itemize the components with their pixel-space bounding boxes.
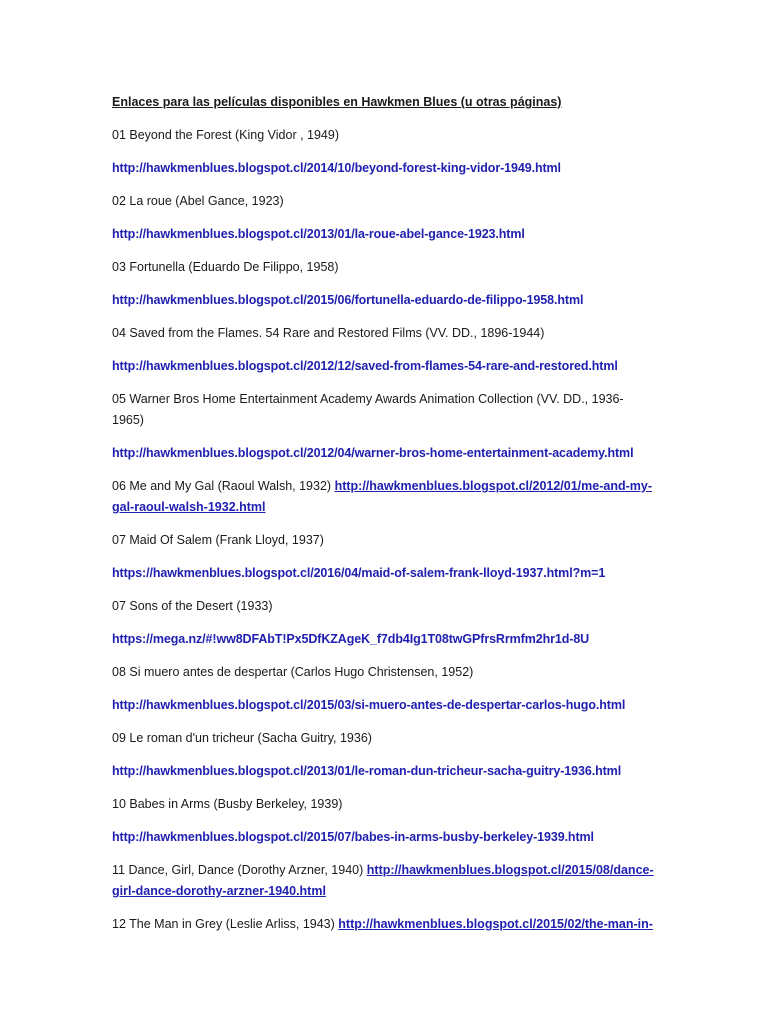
film-title: 07 Maid Of Salem (Frank Lloyd, 1937)	[112, 533, 324, 547]
film-link[interactable]: http://hawkmenblues.blogspot.cl/2014/10/beyond-forest-king-vidor-1949.html	[112, 161, 561, 175]
film-entry-inline	[112, 476, 656, 518]
film-title: 07 Sons of the Desert (1933)	[112, 599, 273, 613]
film-link-continued[interactable]: gal-raoul-walsh-1932.html	[112, 500, 266, 514]
film-title: 08 Si muero antes de despertar (Carlos Hugo Christensen, 1952)	[112, 665, 474, 679]
film-link-continued[interactable]: girl-dance-dorothy-arzner-1940.html	[112, 884, 326, 898]
film-link[interactable]: http://hawkmenblues.blogspot.cl/2015/06/fortunella-eduardo-de-filippo-1958.html	[112, 293, 584, 307]
film-link[interactable]: http://hawkmenblues.blogspot.cl/2015/03/si-muero-antes-de-despertar-carlos-hugo.html	[112, 698, 626, 712]
film-entry-inline	[112, 914, 656, 935]
film-title-line	[112, 476, 656, 497]
film-title: 12 The Man in Grey (Leslie Arliss, 1943)	[112, 917, 335, 931]
film-title-line	[112, 860, 656, 881]
film-title: 10 Babes in Arms (Busby Berkeley, 1939)	[112, 797, 343, 811]
film-link[interactable]: http://hawkmenblues.blogspot.cl/2012/01/me-and-my-	[334, 479, 653, 493]
film-link[interactable]: http://hawkmenblues.blogspot.cl/2013/01/la-roue-abel-gance-1923.html	[112, 227, 525, 241]
film-title: 06 Me and My Gal (Raoul Walsh, 1932)	[112, 479, 332, 493]
film-link[interactable]: http://hawkmenblues.blogspot.cl/2015/07/babes-in-arms-busby-berkeley-1939.html	[112, 830, 594, 844]
film-link[interactable]: http://hawkmenblues.blogspot.cl/2013/01/le-roman-dun-tricheur-sacha-guitry-1936.html	[112, 764, 622, 778]
film-link[interactable]: http://hawkmenblues.blogspot.cl/2012/12/saved-from-flames-54-rare-and-restored.html	[112, 359, 618, 373]
film-title-line	[112, 914, 656, 935]
film-title: 04 Saved from the Flames. 54 Rare and Restored Films (VV. DD., 1896-1944)	[112, 326, 545, 340]
film-link[interactable]: http://hawkmenblues.blogspot.cl/2015/02/the-man-in-	[338, 917, 653, 931]
document-heading: Enlaces para las películas disponibles en Hawkmen Blues (u otras páginas)	[112, 95, 562, 109]
film-title-block	[112, 389, 656, 431]
film-title: 03 Fortunella (Eduardo De Filippo, 1958)	[112, 260, 339, 274]
film-link[interactable]: http://hawkmenblues.blogspot.cl/2015/08/dance-	[366, 863, 654, 877]
film-link[interactable]: http://hawkmenblues.blogspot.cl/2012/04/warner-bros-home-entertainment-academy.html	[112, 446, 634, 460]
film-title: 01 Beyond the Forest (King Vidor , 1949)	[112, 128, 339, 142]
film-title-continued: 1965)	[112, 413, 144, 427]
film-title: 11 Dance, Girl, Dance (Dorothy Arzner, 1940)	[112, 863, 364, 877]
film-title: 09 Le roman d'un tricheur (Sacha Guitry, 1936)	[112, 731, 372, 745]
film-title: 02 La roue (Abel Gance, 1923)	[112, 194, 284, 208]
film-entry-inline	[112, 860, 656, 902]
film-title: 05 Warner Bros Home Entertainment Academy Awards Animation Collection (VV. DD., 1936-	[112, 392, 624, 406]
film-link[interactable]: https://hawkmenblues.blogspot.cl/2016/04/maid-of-salem-frank-lloyd-1937.html?m=1	[112, 566, 606, 580]
film-link[interactable]: https://mega.nz/#!ww8DFAbT!Px5DfKZAgeK_f7db4Ig1T08twGPfrsRrmfm2hr1d-8U	[112, 632, 590, 646]
